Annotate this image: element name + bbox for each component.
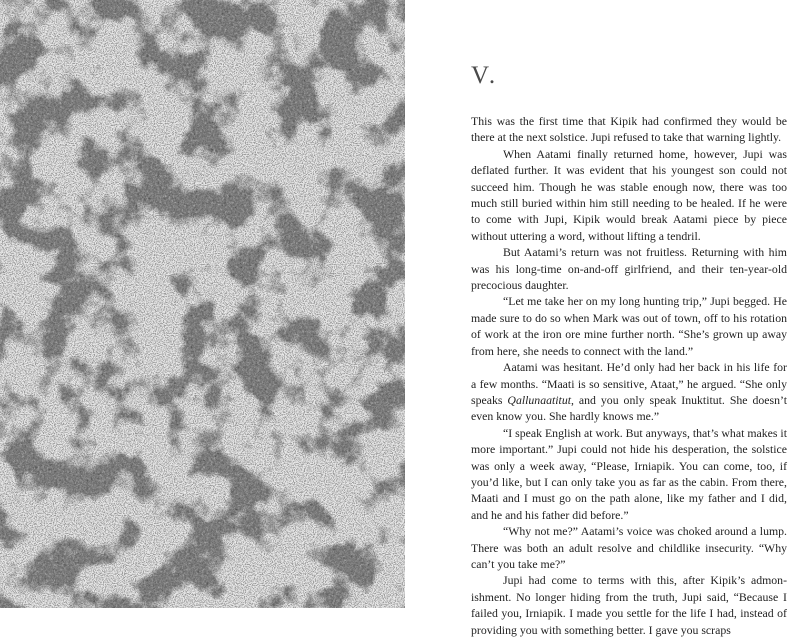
paragraph: “Why not me?” Aatami’s voice was choked around a lump. There was both an adult resolve and childlike insecurity. “Why can’t you take me?” — [471, 524, 787, 571]
paragraph: This was the first time that Kipik had confirmed they would be there at the next solstice. Jupi refused to take that warning lightly. — [471, 114, 787, 145]
paragraph-italic: Qallunaatitut — [507, 392, 571, 407]
body-text — [471, 113, 787, 638]
paragraph: “Let me take her on my long hunting trip,” Jupi begged. He made sure to do so when Mark was out of town, off to his rotation of work at the iron ore mine further north. “She’s grown up away from here, she needs to connect with the land.” — [471, 294, 787, 358]
paragraph: “I speak English at work. But anyways, that’s what makes it more important.” Jupi could not hide his desperation, the solstice was only a week away, “Please, Irniapik. You can come, too, if you’d like, but I can only take you as far as the cabin. From there, Maati and I must go on the path alone, like my father and I did, and he and his father did before.” — [471, 425, 787, 522]
lichen-rock-photo — [0, 0, 405, 608]
paragraph: Jupi had come to terms with this, after Kipik’s admonishment. No longer hiding from the truth, Jupi said, “Because I failed you, Irniapik. I made you settle for the life I had, instead of providing you with something better. I gave you scraps — [471, 573, 787, 637]
paragraph: When Aatami finally returned home, however, Jupi was deflated further. It was evident that his youngest son could not succeed him. Though he was stable enough now, there was too much still buried within him still needing to be healed. If he were to come with Jupi, Kipik would break Aatami piece by piece without uttering a word, without lifting a tendril. — [471, 146, 787, 243]
paragraph-text: , and you only speak Inuktitut. She doesn’t even know you. She hardly knows me.” — [471, 392, 788, 424]
paragraph — [471, 359, 787, 425]
paragraph: But Aatami’s return was not fruitless. Returning with him was his long-time on-and-off girlfriend, and their ten-year-old precocious daughter. — [471, 245, 787, 293]
chapter-heading: V. — [471, 62, 499, 89]
paragraph-text: Aatami was hesitant. He’d only had her back in his life for a few months. “Maati is so sensitive, Ataat,” he argued. “She only speaks — [471, 360, 787, 407]
text-page — [405, 0, 810, 637]
